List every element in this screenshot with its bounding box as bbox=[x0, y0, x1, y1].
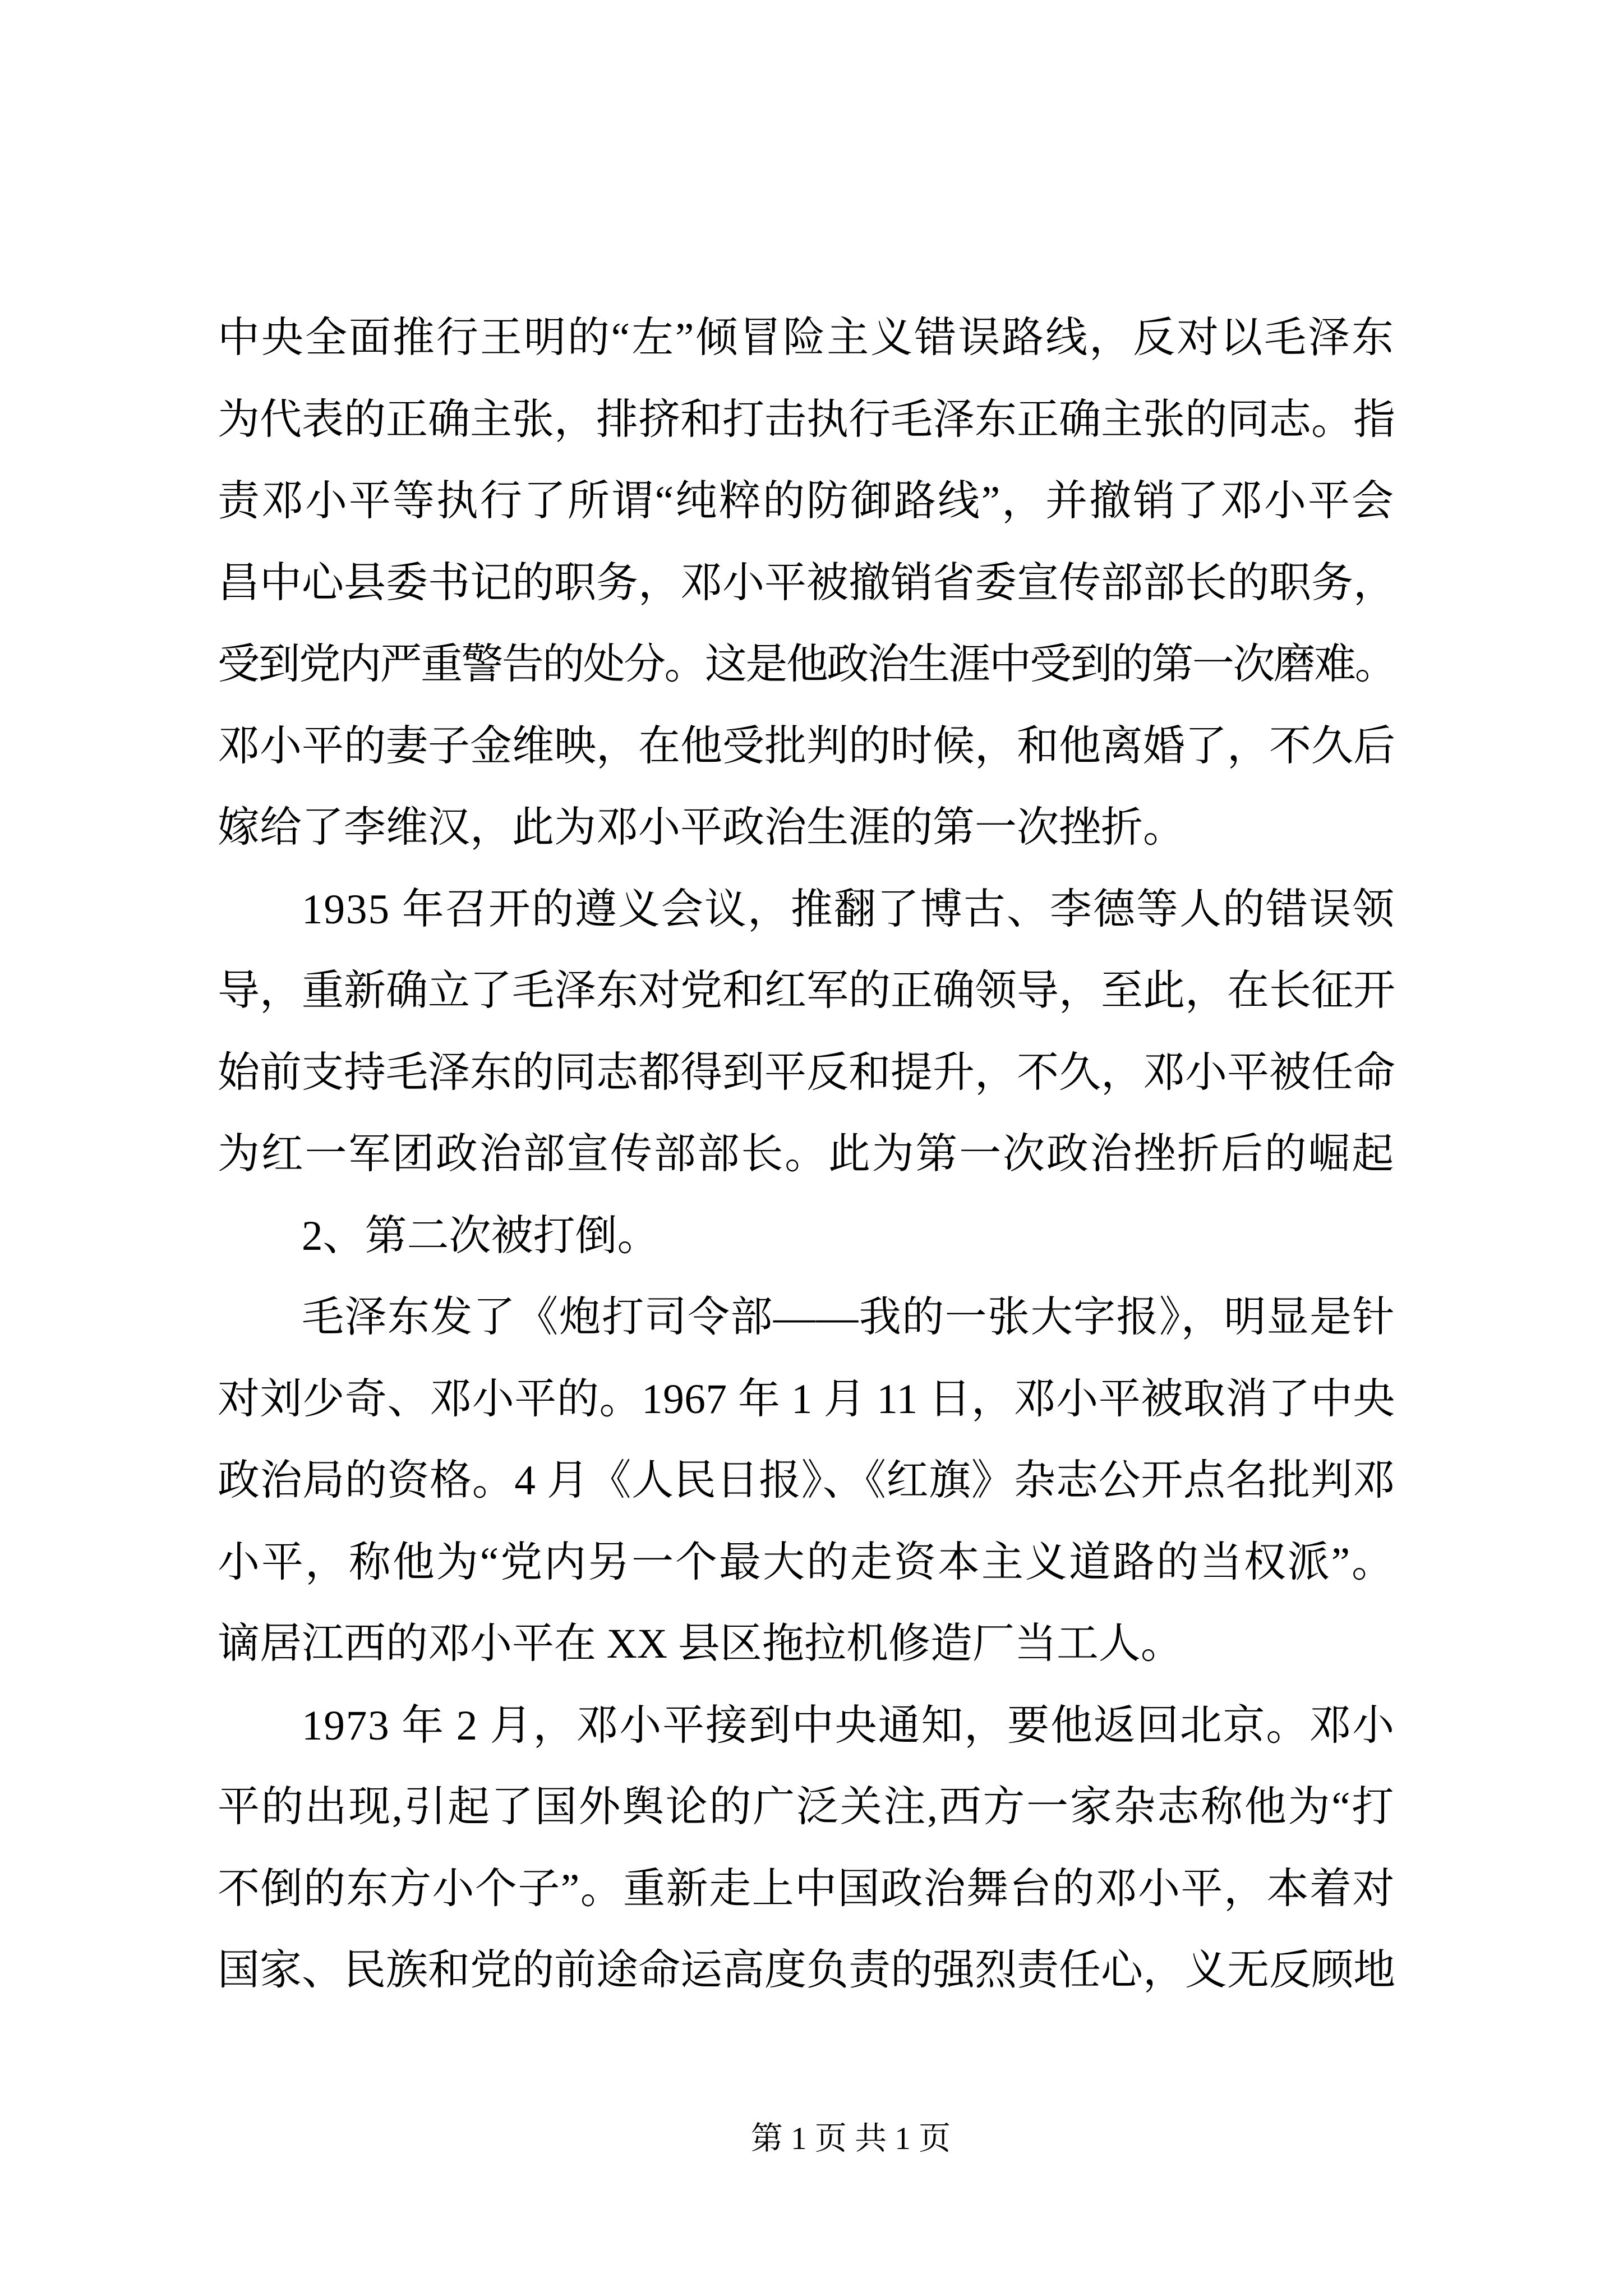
text-line-content: 昌中心县委书记的职务，邓小平被撤销省委宣传部部长的职务， bbox=[218, 559, 1395, 606]
text-line bbox=[218, 1522, 1395, 1604]
text-line bbox=[218, 624, 1395, 706]
text-line bbox=[218, 542, 1395, 624]
page-footer bbox=[39, 2119, 1623, 2159]
text-line bbox=[218, 379, 1395, 461]
text-line-content: 小平，称他为“党内另一个最大的走资本主义道路的当权派”。 bbox=[218, 1539, 1395, 1586]
text-line-content: 责邓小平等执行了所谓“纯粹的防御路线”，并撤销了邓小平会 bbox=[218, 478, 1395, 524]
text-line-content: 为代表的正确主张，排挤和打击执行毛泽东正确主张的同志。指 bbox=[218, 396, 1395, 443]
text-line-content: 始前支持毛泽东的同志都得到平反和提升，不久，邓小平被任命 bbox=[218, 1049, 1395, 1096]
text-line bbox=[218, 297, 1395, 379]
text-line-content: 2、第二次被打倒。 bbox=[302, 1212, 660, 1259]
text-line-content: 1935 年召开的遵义会议，推翻了博古、李德等人的错误领 bbox=[302, 886, 1395, 933]
text-line bbox=[218, 1930, 1395, 2012]
text-line bbox=[218, 869, 1395, 951]
text-line bbox=[218, 787, 1395, 869]
text-line bbox=[218, 950, 1395, 1032]
text-line bbox=[218, 1195, 1395, 1277]
page-number-text: 第 1 页 共 1 页 bbox=[750, 2121, 951, 2156]
text-line-content: 政治局的资格。4 月《人民日报》、《红旗》杂志公开点名批判邓 bbox=[218, 1457, 1395, 1504]
text-line-content: 对刘少奇、邓小平的。1967 年 1 月 11 日，邓小平被取消了中央 bbox=[218, 1375, 1395, 1423]
text-line bbox=[218, 1032, 1395, 1114]
text-line-content: 受到党内严重警告的处分。这是他政治生涯中受到的第一次磨难。 bbox=[218, 641, 1395, 688]
text-line bbox=[218, 1766, 1395, 1848]
text-line bbox=[218, 706, 1395, 788]
text-line bbox=[218, 1359, 1395, 1441]
text-line-content: 谪居江西的邓小平在 XX 县区拖拉机修造厂当工人。 bbox=[218, 1621, 1183, 1667]
text-line bbox=[218, 1114, 1395, 1195]
text-line bbox=[218, 1603, 1395, 1685]
text-line bbox=[218, 461, 1395, 542]
text-line-content: 国家、民族和党的前途命运高度负责的强烈责任心，义无反顾地 bbox=[218, 1947, 1395, 1994]
text-line-content: 中央全面推行王明的“左”倾冒险主义错误路线，反对以毛泽东 bbox=[218, 315, 1395, 361]
text-line-content: 嫁给了李维汉，此为邓小平政治生涯的第一次挫折。 bbox=[218, 804, 1186, 851]
text-line bbox=[218, 1277, 1395, 1359]
text-line-content: 1973 年 2 月，邓小平接到中央通知，要他返回北京。邓小 bbox=[302, 1702, 1395, 1749]
text-line-content: 邓小平的妻子金维映，在他受批判的时候，和他离婚了，不久后 bbox=[218, 723, 1395, 770]
text-line-content: 导，重新确立了毛泽东对党和红军的正确领导，至此，在长征开 bbox=[218, 968, 1395, 1014]
text-line bbox=[218, 1848, 1395, 1930]
text-line-content: 为红一军团政治部宣传部部长。此为第一次政治挫折后的崛起 bbox=[218, 1131, 1395, 1177]
text-line bbox=[218, 1685, 1395, 1767]
text-line-content: 平的出现,引起了国外舆论的广泛关注,西方一家杂志称他为“打 bbox=[218, 1784, 1395, 1830]
document-body bbox=[218, 297, 1395, 2012]
text-line bbox=[218, 1440, 1395, 1522]
text-line-content: 不倒的东方小个子”。重新走上中国政治舞台的邓小平，本着对 bbox=[218, 1865, 1395, 1912]
text-line-content: 毛泽东发了《炮打司令部——我的一张大字报》，明显是针 bbox=[302, 1294, 1395, 1341]
